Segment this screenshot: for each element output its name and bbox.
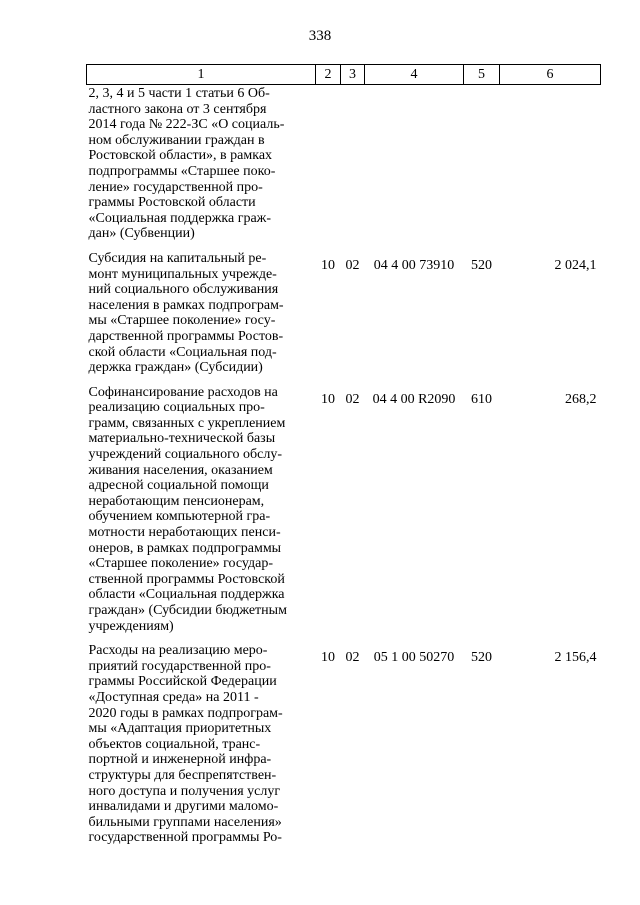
description-line: неработающим пенсионерам,: [88, 493, 265, 509]
subsection-code: 02: [345, 391, 360, 407]
budget-table: [86, 64, 601, 854]
description-line: мотности неработающих пенси-: [88, 525, 281, 541]
row-description: [87, 250, 316, 384]
section-code: 10: [321, 650, 335, 666]
description-line: граждан» (Субсидии бюджетным: [88, 603, 287, 618]
description-line: грамм, связанных с укреплением: [88, 415, 286, 431]
description-line: 2014 года № 222-ЗС «О социаль-: [88, 117, 285, 133]
expense-type-code: [464, 85, 500, 250]
description-line: Субсидия на капитальный ре-: [88, 250, 267, 266]
target-article-code: 05 1 00 50270: [373, 650, 455, 666]
description-line: 2020 годы в рамках подпрограм-: [88, 705, 283, 721]
expense-type-code: 610: [471, 391, 492, 407]
description-line: объектов социальной, транс-: [88, 736, 261, 752]
column-header-2: 2: [316, 65, 341, 85]
expense-type-code: 520: [471, 257, 492, 273]
description-line: ление» государственной про-: [88, 179, 263, 195]
description-line: учреждений социального обслу-: [88, 447, 283, 463]
description-line: материально-технической базы: [88, 431, 276, 447]
description-line: 2, 3, 4 и 5 части 1 статьи 6 Об-: [88, 86, 270, 101]
column-header-6: 6: [500, 65, 601, 85]
table-row: [87, 85, 601, 250]
table-row: [87, 384, 601, 643]
description-line: ного доступа и получения услуг: [88, 783, 281, 799]
description-line: онеров, в рамках подпрограммы: [88, 540, 282, 556]
section-code: 10: [321, 257, 335, 273]
description-line: ластного закона от 3 сентября: [88, 101, 267, 117]
description-line: адресной социальной помощи: [88, 478, 269, 494]
description-line: ном обслуживании граждан в: [88, 132, 265, 148]
description-line: дарственной программы Ростов-: [88, 328, 284, 344]
section-code: 10: [321, 391, 335, 407]
description-line: инвалидами и другими маломо-: [88, 799, 279, 815]
description-line: Расходы на реализацию меро-: [88, 643, 268, 659]
row-description: [87, 384, 316, 643]
amount: [500, 85, 601, 250]
description-line: структуры для беспрепятствен-: [88, 767, 277, 783]
amount: 268,2: [565, 391, 597, 407]
row-description: [87, 85, 316, 250]
column-header-4: 4: [365, 65, 464, 85]
section-code: [316, 85, 341, 250]
description-line: обучением компьютерной гра-: [88, 509, 271, 525]
description-line: граммы Ростовской области: [88, 195, 256, 211]
description-line: ской области «Социальная под-: [88, 344, 277, 360]
description-line: портной и инженерной инфра-: [88, 752, 272, 768]
description-line: учреждениям): [88, 618, 174, 634]
amount: 2 156,4: [554, 650, 597, 666]
description-line: государственной программы Ро-: [88, 830, 282, 846]
expense-type-code: 520: [471, 650, 492, 666]
description-line: ственной программы Ростовской: [88, 571, 285, 587]
description-line: подпрограммы «Старшее поко-: [88, 163, 276, 179]
description-line: мы «Адаптация приоритетных: [88, 721, 272, 737]
description-line: монт муниципальных учрежде-: [88, 266, 277, 282]
column-header-3: 3: [341, 65, 365, 85]
subsection-code: 02: [345, 650, 360, 666]
page-number: 338: [308, 28, 332, 44]
description-line: дан» (Субвенции): [88, 226, 195, 242]
description-line: ний социального обслуживания: [88, 282, 279, 298]
description-line: «Доступная среда» на 2011 -: [88, 689, 259, 705]
description-line: приятий государственной про-: [88, 658, 271, 674]
description-line: Софинансирование расходов на: [88, 384, 278, 400]
description-line: реализацию социальных про-: [88, 400, 265, 416]
description-line: держка граждан» (Субсидии): [88, 360, 263, 376]
table-row: [87, 250, 601, 384]
subsection-code: [341, 85, 365, 250]
description-line: области «Социальная поддержка: [88, 587, 285, 603]
amount: 2 024,1: [554, 257, 597, 273]
description-line: Ростовской области», в рамках: [88, 148, 273, 164]
description-line: граммы Российской Федерации: [88, 674, 277, 690]
target-article-code: [365, 85, 464, 250]
table-body: [87, 85, 601, 854]
column-header-5: 5: [464, 65, 500, 85]
target-article-code: 04 4 00 R2090: [372, 391, 456, 407]
description-line: бильными группами населения»: [88, 814, 282, 830]
description-line: мы «Старшее поколение» госу-: [88, 313, 276, 329]
row-description: [87, 642, 316, 854]
table-header-row: [87, 65, 601, 85]
subsection-code: 02: [345, 257, 360, 273]
description-line: населения в рамках подпрограм-: [88, 297, 284, 313]
description-line: живания населения, оказанием: [88, 462, 273, 478]
description-line: «Социальная поддержка граж-: [88, 210, 271, 226]
table-row: [87, 642, 601, 854]
target-article-code: 04 4 00 73910: [373, 257, 455, 273]
column-header-1: 1: [87, 65, 316, 85]
description-line: «Старшее поколение» государ-: [88, 556, 274, 572]
